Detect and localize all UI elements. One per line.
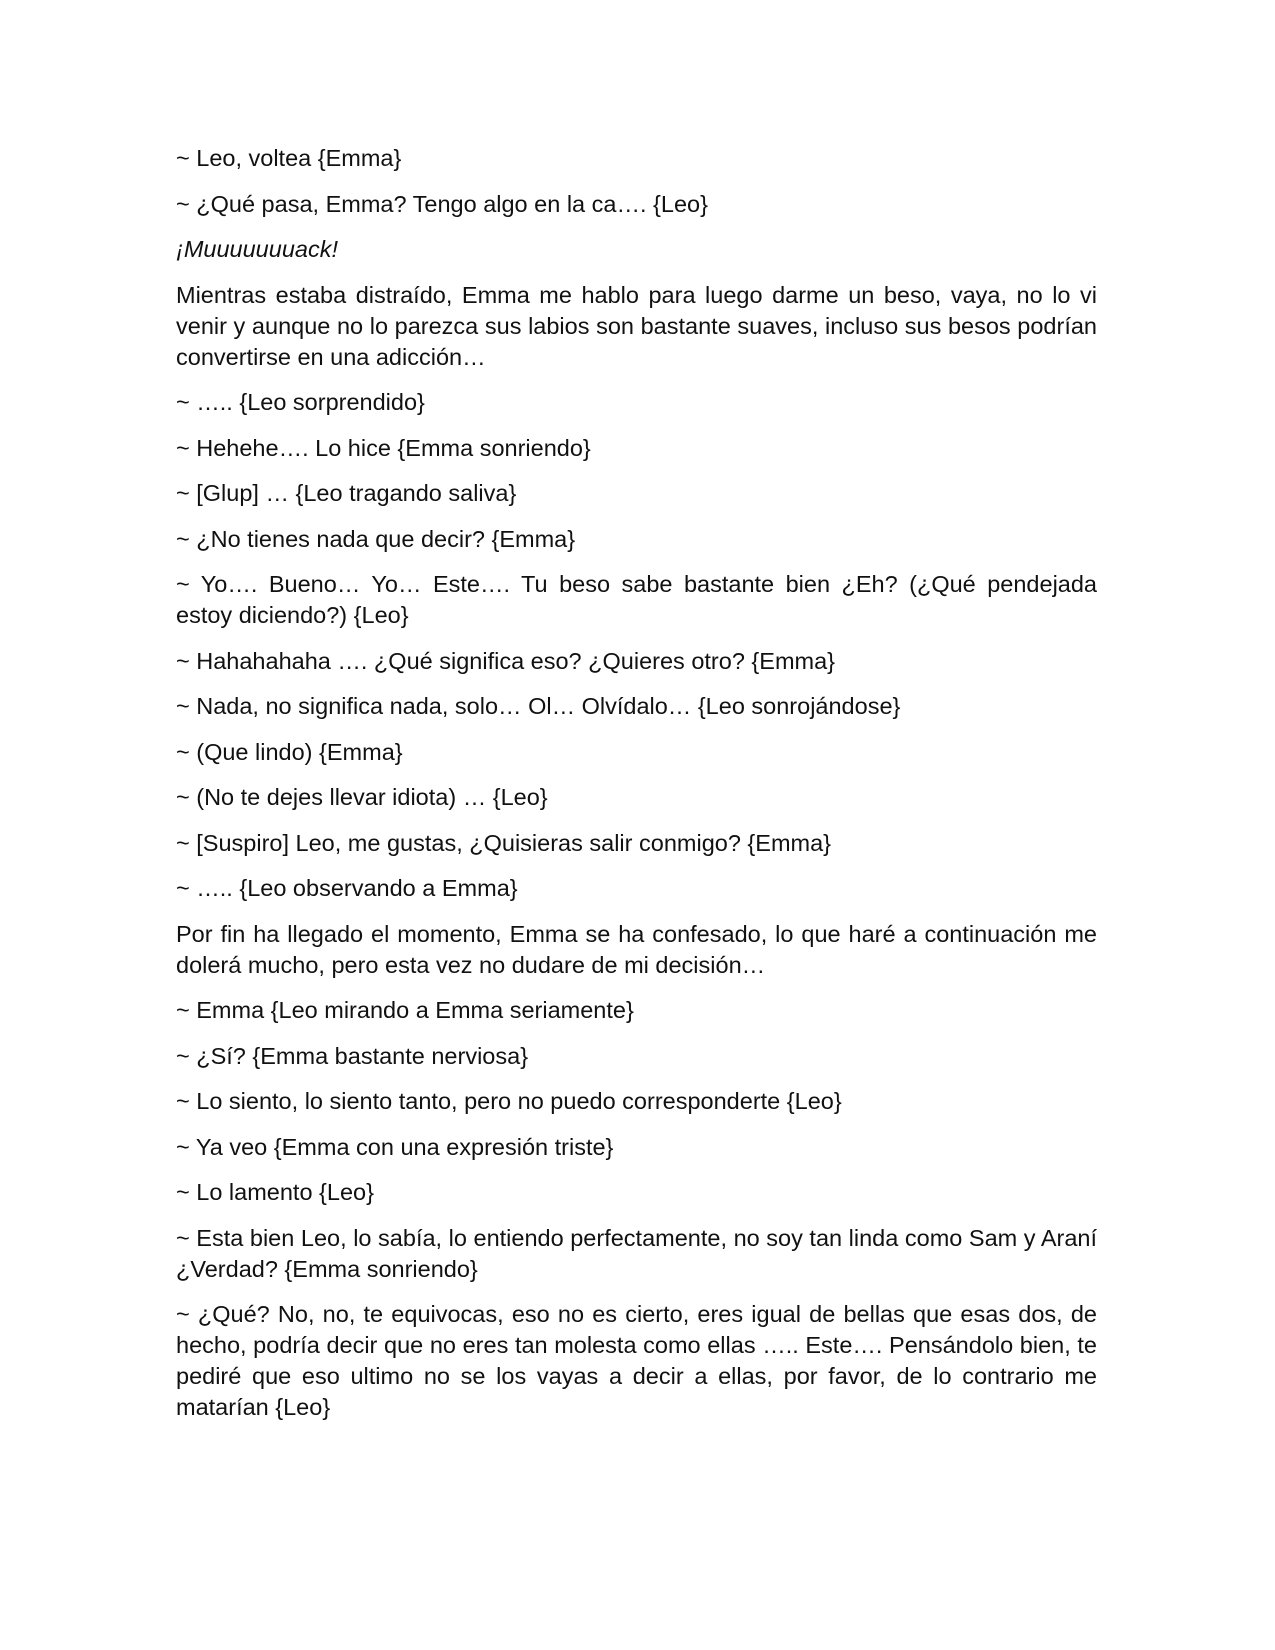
dialogue-line: ~ [Suspiro] Leo, me gustas, ¿Quisieras salir conmigo? {Emma} bbox=[176, 829, 832, 856]
dialogue-line: ~ Hehehe…. Lo hice {Emma sonriendo} bbox=[176, 434, 591, 461]
dialogue-line: ~ Yo…. Bueno… Yo… Este…. Tu beso sabe bastante bien ¿Eh? (¿Qué pendejada estoy diciendo?) {Leo} bbox=[176, 571, 1097, 628]
dialogue-line: ~ ¿Qué? No, no, te equivocas, eso no es cierto, eres igual de bellas que esas dos, de hecho, podría decir que no eres tan molesta como ellas ….. Este…. Pensándolo bien, te pediré que eso ultimo no se los vayas a decir a ellas, por favor, de lo contrario me matarían {Leo} bbox=[176, 1301, 1097, 1420]
dialogue-line: ~ Emma {Leo mirando a Emma seriamente} bbox=[176, 997, 634, 1023]
dialogue-line: ~ (Que lindo) {Emma} bbox=[176, 738, 403, 765]
dialogue-line: ~ Lo lamento {Leo} bbox=[176, 1179, 374, 1205]
dialogue-line: ~ ….. {Leo sorprendido} bbox=[176, 389, 425, 415]
dialogue-line: ~ (No te dejes llevar idiota) … {Leo} bbox=[176, 784, 548, 810]
dialogue-line: ~ [Glup] … {Leo tragando saliva} bbox=[176, 480, 517, 506]
dialogue-line: ~ Hahahahaha …. ¿Qué significa eso? ¿Quieres otro? {Emma} bbox=[176, 647, 836, 674]
dialogue-line: ~ ¿No tienes nada que decir? {Emma} bbox=[176, 525, 576, 552]
dialogue-line: ~ Leo, voltea {Emma} bbox=[176, 145, 402, 171]
narration-paragraph: Mientras estaba distraído, Emma me hablo para luego darme un beso, vaya, no lo vi venir y aunque no lo parezca sus labios son bastante suaves, incluso sus besos podrían convertirse en una adicción… bbox=[176, 281, 1097, 370]
dialogue-line: ~ Ya veo {Emma con una expresión triste} bbox=[176, 1133, 614, 1160]
dialogue-line: ~ Nada, no significa nada, solo… Ol… Olvídalo… {Leo sonrojándose} bbox=[176, 693, 901, 719]
dialogue-line: ~ ¿Qué pasa, Emma? Tengo algo en la ca…. {Leo} bbox=[176, 190, 708, 217]
document-body bbox=[176, 143, 1097, 1438]
dialogue-line: ~ ¿Sí? {Emma bastante nerviosa} bbox=[176, 1042, 529, 1069]
dialogue-line: ~ Esta bien Leo, lo sabía, lo entiendo perfectamente, no soy tan linda como Sam y Araní ¿Verdad? {Emma sonriendo} bbox=[176, 1224, 1097, 1282]
dialogue-line: ~ Lo siento, lo siento tanto, pero no puedo corresponderte {Leo} bbox=[176, 1088, 842, 1114]
dialogue-line: ~ ….. {Leo observando a Emma} bbox=[176, 875, 518, 901]
sound-effect-line: ¡Muuuuuuuack! bbox=[176, 236, 338, 262]
narration-paragraph: Por fin ha llegado el momento, Emma se ha confesado, lo que haré a continuación me dolerá mucho, pero esta vez no dudare de mi decisión… bbox=[176, 920, 1097, 978]
